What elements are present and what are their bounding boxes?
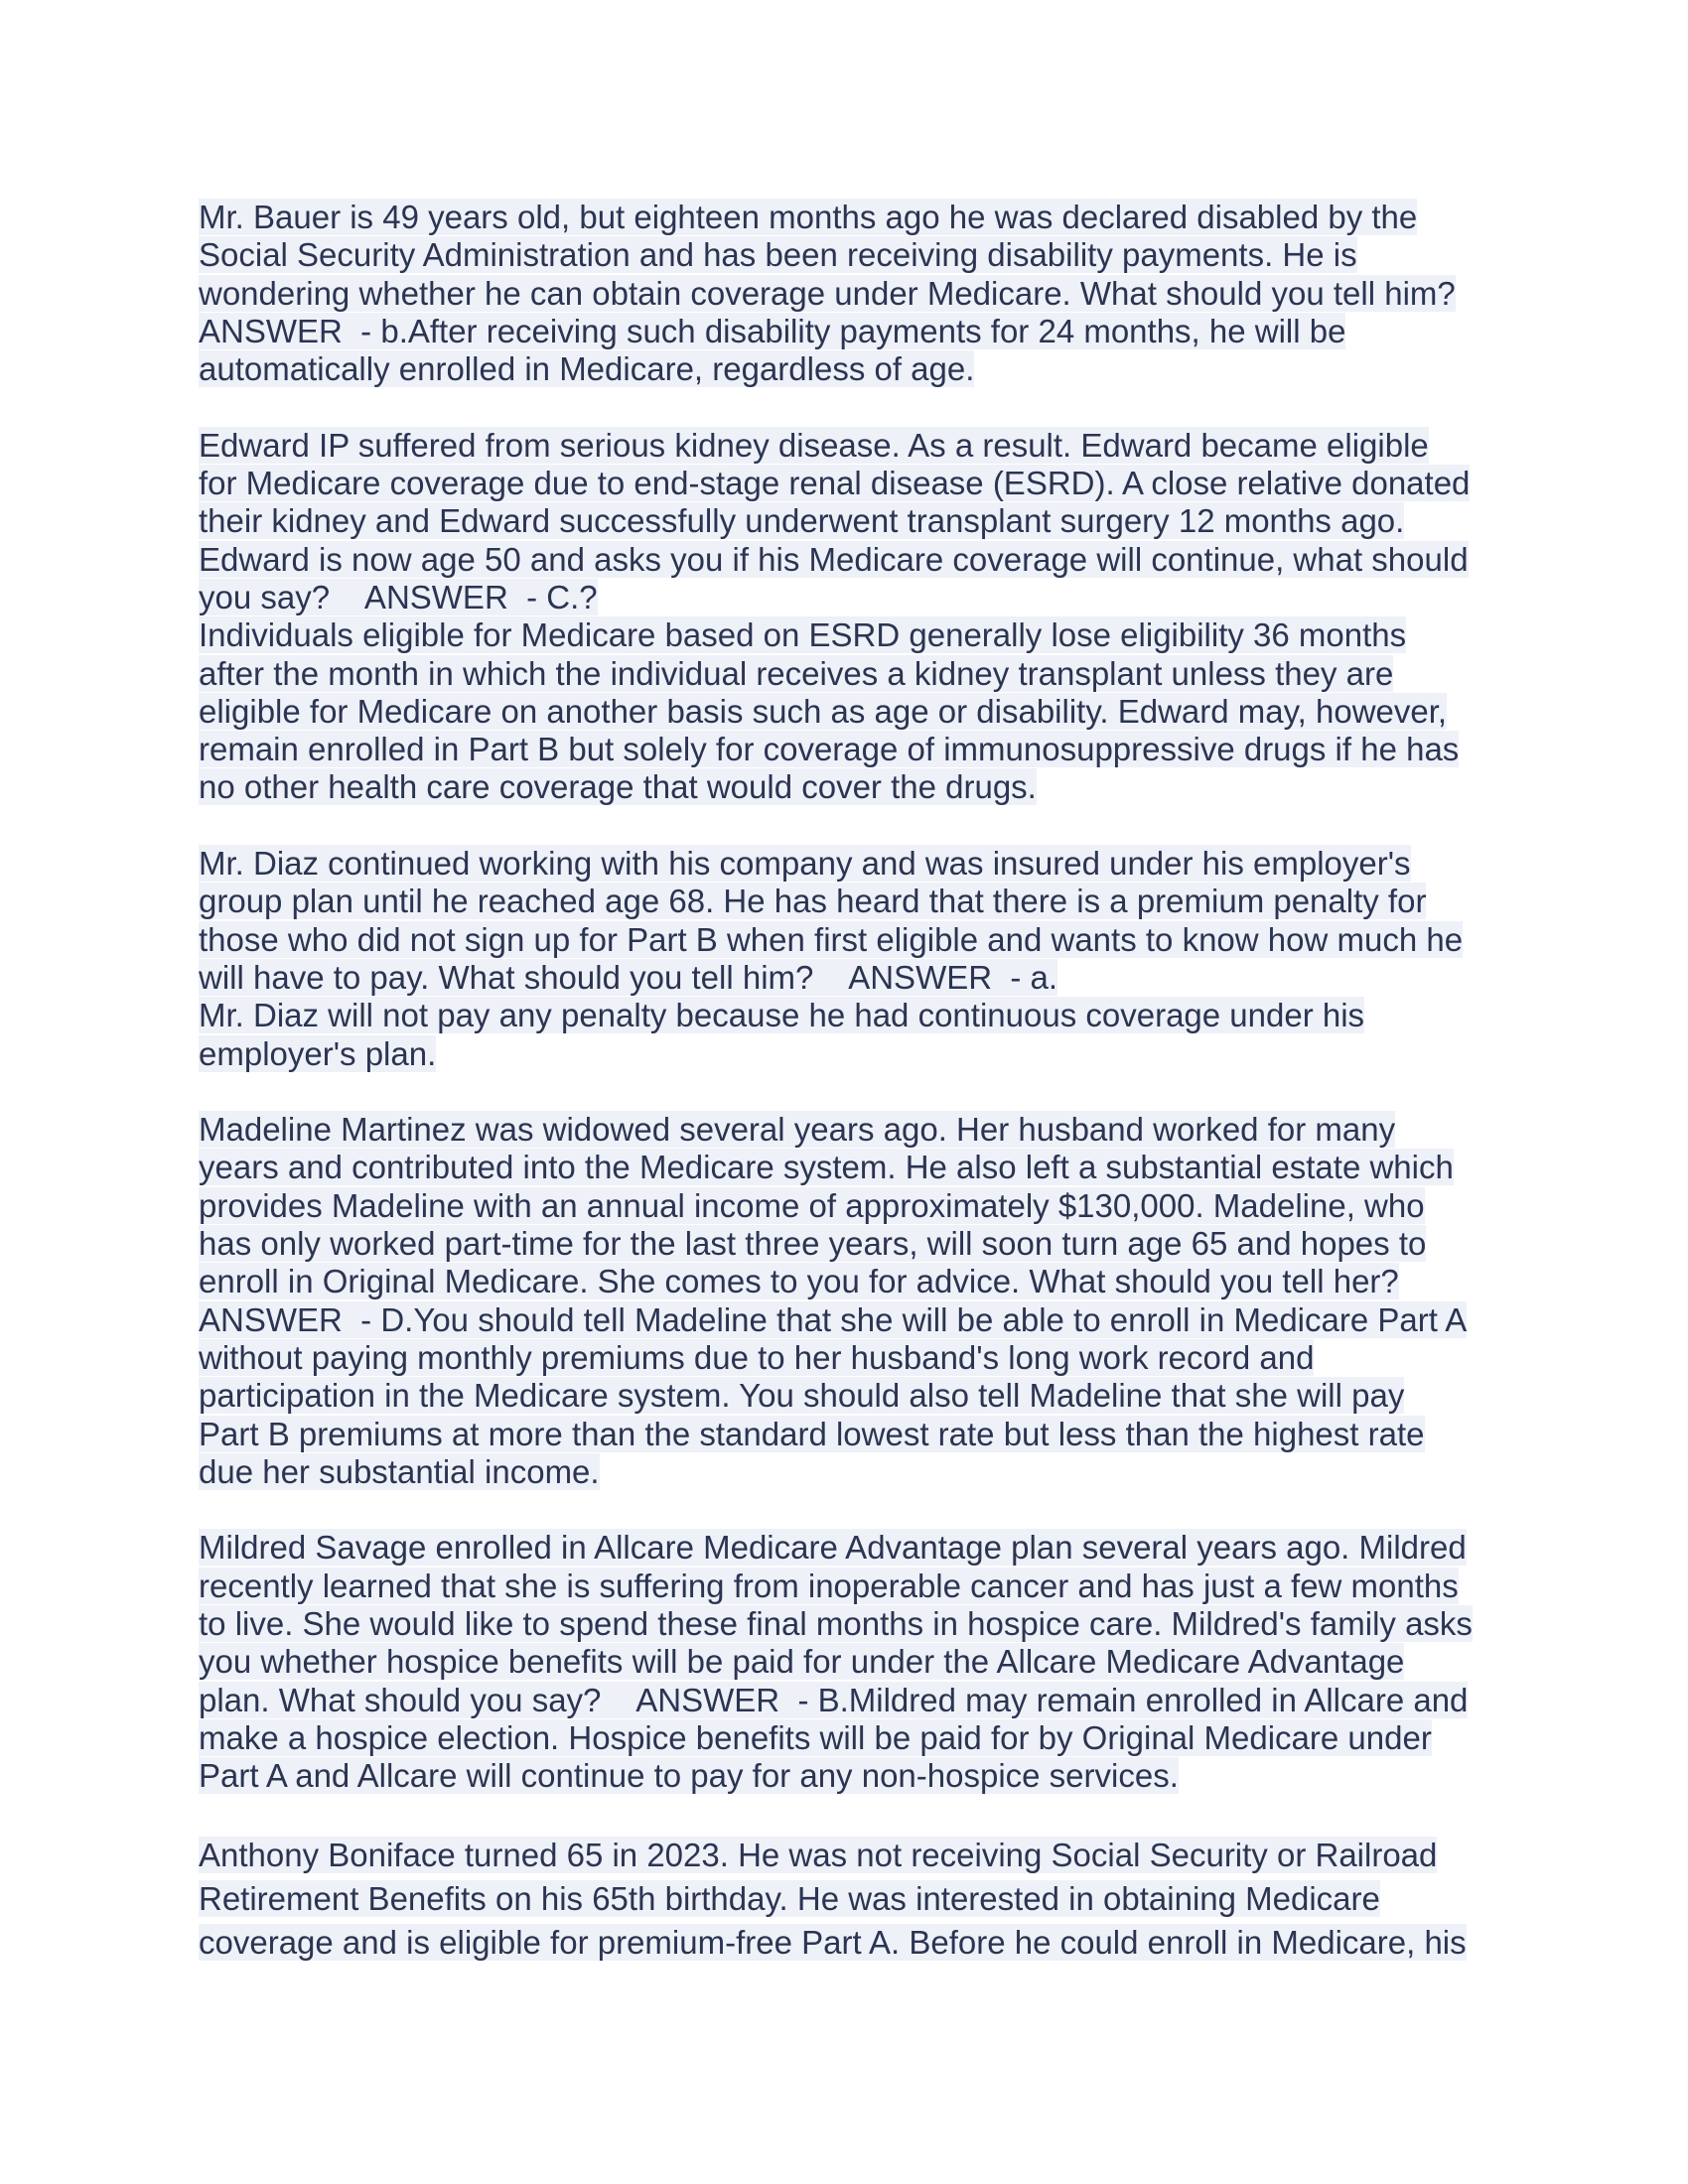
text-line: Madeline Martinez was widowed several years ago. Her husband worked for many <box>199 1111 1396 1149</box>
text-line: Social Security Administration and has been receiving disability payments. He is <box>199 236 1357 274</box>
text-line: Mildred Savage enrolled in Allcare Medicare Advantage plan several years ago. Mildred <box>199 1529 1467 1567</box>
text-line: group plan until he reached age 68. He has heard that there is a premium penalty for <box>199 883 1427 920</box>
answer-line: you say? ANSWER - C.? <box>199 578 598 615</box>
text-line: Anthony Boniface turned 65 in 2023. He was not receiving Social Security or Railroad <box>199 1836 1438 1873</box>
text-line: their kidney and Edward successfully underwent transplant surgery 12 months ago. <box>199 502 1405 540</box>
paragraph-martinez <box>199 1111 1509 1491</box>
text-line: provides Madeline with an annual income of approximately $130,000. Madeline, who <box>199 1186 1425 1224</box>
text-line: wondering whether he can obtain coverage under Medicare. What should you tell him? <box>199 274 1456 312</box>
text-line: Mr. Bauer is 49 years old, but eighteen months ago he was declared disabled by the <box>199 199 1418 235</box>
text-line: remain enrolled in Part B but solely for coverage of immunosuppressive drugs if he has <box>199 731 1460 768</box>
text-line: Edward IP suffered from serious kidney disease. As a result. Edward became eligible <box>199 426 1429 464</box>
answer-line: plan. What should you say? ANSWER - B.Mildred may remain enrolled in Allcare and <box>199 1681 1469 1718</box>
text-line: Retirement Benefits on his 65th birthday. He was interested in obtaining Medicare <box>199 1879 1380 1917</box>
text-line: after the month in which the individual receives a kidney transplant unless they are <box>199 654 1394 692</box>
document-page <box>199 199 1509 2002</box>
text-line: enroll in Original Medicare. She comes to you for advice. What should you tell her? <box>199 1263 1399 1300</box>
text-line: without paying monthly premiums due to her husband's long work record and <box>199 1338 1315 1376</box>
text-line: Edward is now age 50 and asks you if his Medicare coverage will continue, what should <box>199 540 1469 578</box>
text-line: you whether hospice benefits will be paid for under the Allcare Medicare Advantage <box>199 1643 1405 1681</box>
text-line: Part B premiums at more than the standard lowest rate but less than the highest rate <box>199 1415 1425 1452</box>
text-line: employer's plan. <box>199 1034 437 1072</box>
text-line: make a hospice election. Hospice benefits will be paid for by Original Medicare under <box>199 1718 1432 1756</box>
text-line: to live. She would like to spend these final months in hospice care. Mildred's family asks <box>199 1604 1473 1642</box>
text-line: recently learned that she is suffering from inoperable cancer and has just a few months <box>199 1567 1459 1604</box>
text-line: Individuals eligible for Medicare based on ESRD generally lose eligibility 36 months <box>199 616 1407 654</box>
text-line: no other health care coverage that would cover the drugs. <box>199 768 1037 806</box>
paragraph-bauer <box>199 199 1509 388</box>
paragraph-diaz <box>199 845 1509 1073</box>
text-line: automatically enrolled in Medicare, regardless of age. <box>199 350 975 388</box>
text-line: Mr. Diaz continued working with his company and was insured under his employer's <box>199 845 1411 883</box>
text-line: Part A and Allcare will continue to pay for any non-hospice services. <box>199 1757 1179 1795</box>
text-line: due her substantial income. <box>199 1452 600 1490</box>
text-line: has only worked part-time for the last three years, will soon turn age 65 and hopes to <box>199 1225 1427 1263</box>
text-line: for Medicare coverage due to end-stage renal disease (ESRD). A close relative donated <box>199 465 1471 502</box>
text-line: coverage and is eligible for premium-free Part A. Before he could enroll in Medicare, his <box>199 1923 1467 1961</box>
text-line: eligible for Medicare on another basis such as age or disability. Edward may, however, <box>199 692 1448 730</box>
text-line: those who did not sign up for Part B when first eligible and wants to know how much he <box>199 920 1464 958</box>
answer-line: ANSWER - D.You should tell Madeline that she will be able to enroll in Medicare Part A <box>199 1300 1468 1338</box>
text-line: Mr. Diaz will not pay any penalty because he had continuous coverage under his <box>199 997 1365 1034</box>
answer-line: will have to pay. What should you tell him? ANSWER - a. <box>199 958 1058 996</box>
paragraph-edward <box>199 427 1509 807</box>
text-line: years and contributed into the Medicare system. He also left a substantial estate which <box>199 1149 1454 1186</box>
answer-line: ANSWER - b.After receiving such disability payments for 24 months, he will be <box>199 312 1346 349</box>
paragraph-savage <box>199 1529 1509 1795</box>
paragraph-boniface <box>199 1834 1509 1965</box>
text-line: participation in the Medicare system. You should also tell Madeline that she will pay <box>199 1377 1405 1415</box>
